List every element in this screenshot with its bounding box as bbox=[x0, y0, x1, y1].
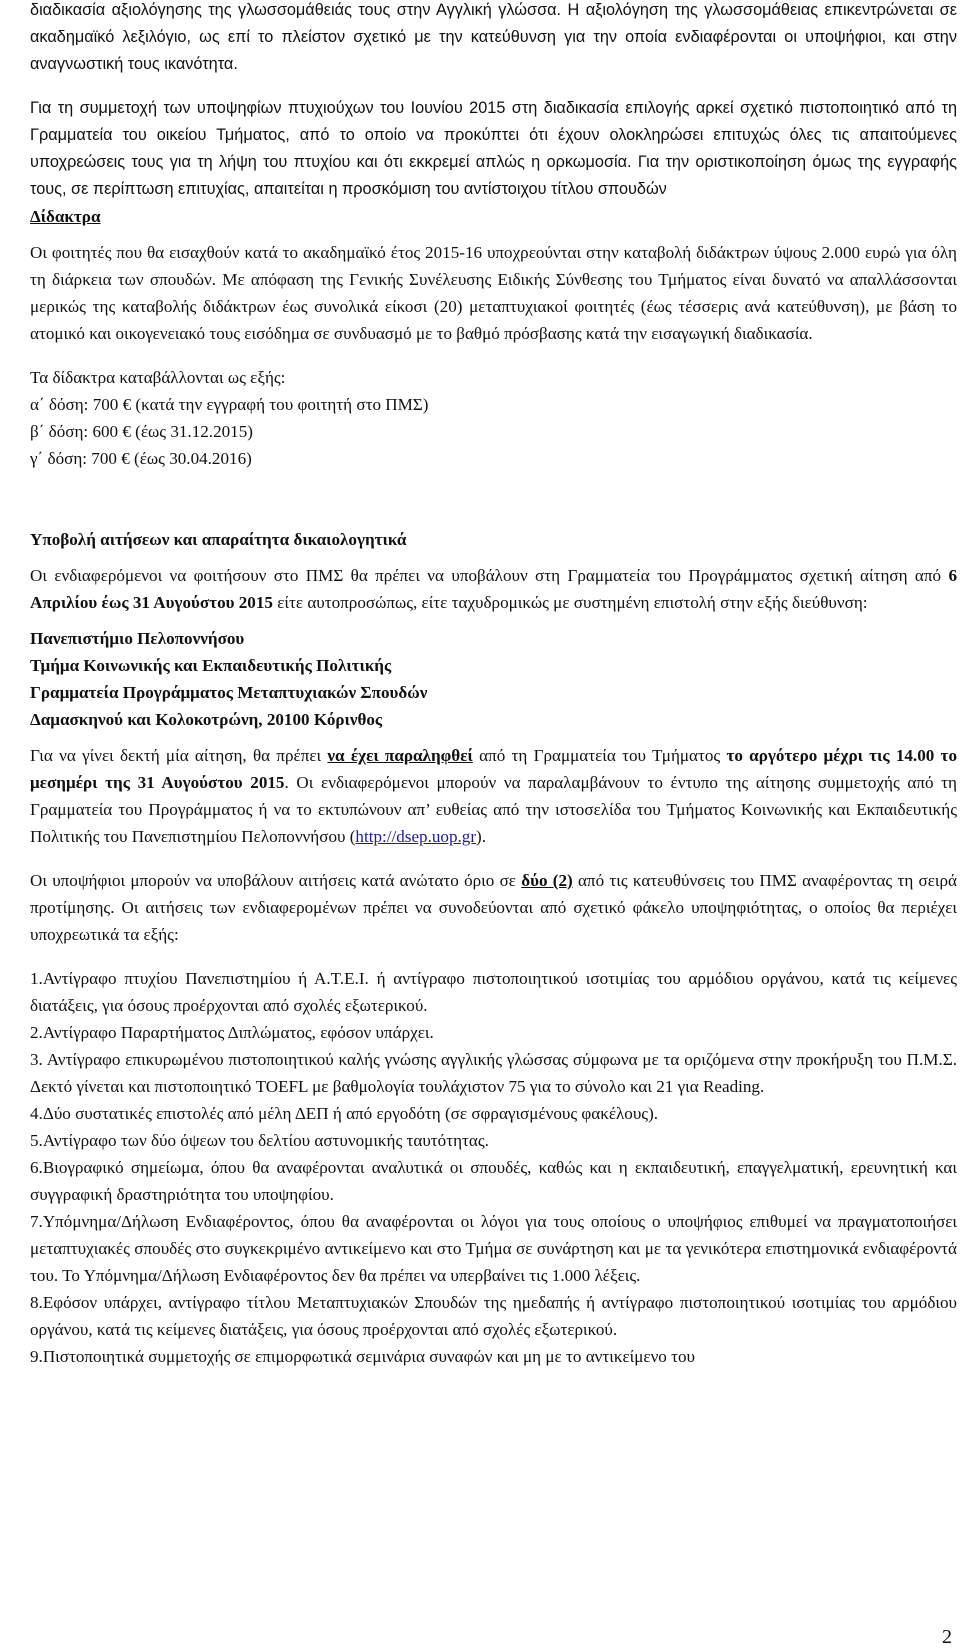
installments-intro: Τα δίδακτρα καταβάλλονται ως εξής: bbox=[30, 368, 286, 387]
document-item: 4.Δύο συστατικές επιστολές από μέλη ΔΕΠ ή από εργοδότη (σε σφραγισμένους φακέλους). bbox=[30, 1104, 659, 1123]
page-number: 2 bbox=[942, 1626, 952, 1648]
applications-heading: Υποβολή αιτήσεων και απαραίτητα δικαιολογητικά bbox=[30, 530, 407, 549]
address-line: Πανεπιστήμιο Πελοποννήσου bbox=[30, 629, 245, 648]
document-page bbox=[30, 0, 957, 1370]
application-period: 6 Απριλίου έως 31 Αυγούστου 2015 bbox=[30, 566, 957, 612]
address-line: Γραμματεία Προγράμματος Μεταπτυχιακών Σπουδών bbox=[30, 683, 428, 702]
department-website-link[interactable]: http://dsep.uop.gr bbox=[355, 827, 477, 846]
applications-p1-tail: είτε αυτοπροσώπως, είτε ταχυδρομικώς με συστημένη επιστολή στην εξής διεύθυνση: bbox=[272, 593, 868, 612]
address-line: Δαμασκηνού και Κολοκοτρώνη, 20100 Κόρινθος bbox=[30, 710, 383, 729]
applications-p2-text: ). bbox=[476, 827, 486, 846]
installment-2: β΄ δόση: 600 € (έως 31.12.2015) bbox=[30, 422, 253, 441]
document-item: 5.Αντίγραφο των δύο όψεων του δελτίου αστυνομικής ταυτότητας. bbox=[30, 1131, 489, 1150]
installment-1: α΄ δόση: 700 € (κατά την εγγραφή του φοιτητή στο ΠΜΣ) bbox=[30, 395, 429, 414]
required-documents-list bbox=[30, 965, 957, 1370]
document-item: 7.Υπόμνημα/Δήλωση Ενδιαφέροντος, όπου θα αναφέρονται οι λόγοι για τους οποίους ο υποψήφιος επιθυμεί να πραγματοποιήσει μεταπτυχιακές σπουδές στο συγκεκριμένο αντικείμενο και στο Τμήμα σε συνάρτηση και με τα γενικότερα επιστημονικά ενδιαφέροντά του. Το Υπόμνημα/Δήλωση Ενδιαφέροντος δεν θα πρέπει να υπερβαίνει τις 1.000 λέξεις. bbox=[30, 1212, 957, 1285]
intro-paragraph: διαδικασία αξιολόγησης της γλωσσομάθειάς τους στην Αγγλική γλώσσα. Η αξιολόγηση της γλωσσομάθειας επικεντρώνεται σε ακαδημαϊκό λεξιλόγιο, ως επί το πλείστον σχετικό με την κατεύθυνση για την οποία ενδιαφέρονται οι υποψήφιοι, και στην αναγνωστική τους ικανότητα. bbox=[30, 1, 957, 73]
applications-paragraph-3 bbox=[30, 867, 957, 948]
applications-p1-text: Οι ενδιαφερόμενοι να φοιτήσουν στο ΠΜΣ θα πρέπει να υποβάλουν στη Γραμματεία του Προγράμματος σχετική αίτηση από bbox=[30, 566, 949, 585]
applications-p2-text: . Οι ενδιαφερόμενοι μπορούν να παραλαμβάνουν το έντυπο της αίτησης συμμετοχής από τη Γραμματεία του Προγράμματος ή να το εκτυπώνουν απ’ ευθείας από την ιστοσελίδα του Τμήματος Κοινωνικής και Εκπαιδευτικής Πολιτικής του Πανεπιστημίου Πελοποννήσου ( bbox=[30, 773, 957, 846]
graduates-paragraph: Για τη συμμετοχή των υποψηφίων πτυχιούχων του Ιουνίου 2015 στη διαδικασία επιλογής αρκεί σχετικό πιστοποιητικό από τη Γραμματεία του οικείου Τμήματος, από το οποίο να προκύπτει ότι έχουν ολοκληρώσει επιτυχώς όλες τις απαιτούμενες υποχρεώσεις τους για τη λήψη του πτυχίου και ότι εκκρεμεί απλώς η ορκωμοσία. Για την οριστικοποίηση όμως της εγγραφής τους, σε περίπτωση επιτυχίας, απαιτείται η προσκόμιση του αντίστοιχου τίτλου σπουδών bbox=[30, 99, 957, 198]
document-item: 1.Αντίγραφο πτυχίου Πανεπιστημίου ή Α.Τ.Ε.Ι. ή αντίγραφο πιστοποιητικού ισοτιμίας του αρμόδιου οργάνου, κατά τις κείμενες διατάξεις, για όσους προέρχονται από σχολές εξωτερικού. bbox=[30, 969, 957, 1015]
document-item: 2.Αντίγραφο Παραρτήματος Διπλώματος, εφόσον υπάρχει. bbox=[30, 1023, 434, 1042]
applications-paragraph-1 bbox=[30, 562, 957, 616]
address-line: Τμήμα Κοινωνικής και Εκπαιδευτικής Πολιτικής bbox=[30, 656, 392, 675]
applications-p2-text: Για να γίνει δεκτή μία αίτηση, θα πρέπει bbox=[30, 746, 328, 765]
received-emphasis: να έχει παραληφθεί bbox=[327, 746, 473, 765]
deadline: το αργότερο μέχρι τις 14.00 το μεσημέρι της 31 Αυγούστου 2015 bbox=[30, 746, 957, 792]
max-directions: δύο (2) bbox=[521, 871, 573, 890]
applications-p2-text: από τη Γραμματεία του Τμήματος bbox=[472, 746, 727, 765]
document-item: 6.Βιογραφικό σημείωμα, όπου θα αναφέρονται αναλυτικά οι σπουδές, καθώς και η εκπαιδευτική, επαγγελματική, ερευνητική και συγγραφική δραστηριότητα του υποψηφίου. bbox=[30, 1158, 957, 1204]
fees-heading: Δίδακτρα bbox=[30, 207, 101, 226]
mailing-address bbox=[30, 625, 957, 733]
fees-paragraph: Οι φοιτητές που θα εισαχθούν κατά το ακαδημαϊκό έτος 2015-16 υποχρεούνται στην καταβολή διδάκτρων ύψους 2.000 ευρώ για όλη τη διάρκεια των σπουδών. Με απόφαση της Γενικής Συνέλευσης Ειδικής Σύνθεσης του Τμήματος είναι δυνατό να απαλλάσσονται μερικώς της καταβολής διδάκτρων έως συνολικά είκοσι (20) μεταπτυχιακοί φοιτητές (έως τέσσερις ανά κατεύθυνση), με βάση το ατομικό και οικογενειακό τους εισόδημα σε συνδυασμό με το βαθμό πρόσβασης κατά την εισαγωγική διαδικασία. bbox=[30, 243, 957, 343]
installment-3: γ΄ δόση: 700 € (έως 30.04.2016) bbox=[30, 449, 252, 468]
document-item: 3. Αντίγραφο επικυρωμένου πιστοποιητικού καλής γνώσης αγγλικής γλώσσας σύμφωνα με τα οριζόμενα στην προκήρυξη του Π.Μ.Σ. Δεκτό γίνεται και πιστοποιητικό TOEFL με βαθμολογία τουλάχιστον 75 για το σύνολο και 21 για Reading. bbox=[30, 1050, 957, 1096]
applications-paragraph-2 bbox=[30, 742, 957, 850]
applications-p3-text: από τις κατευθύνσεις του ΠΜΣ αναφέροντας τη σειρά προτίμησης. Οι αιτήσεις των ενδιαφερομένων πρέπει να συνοδεύονται από σχετικό φάκελο υποψηφιότητας, ο οποίος θα περιέχει υποχρεωτικά τα εξής: bbox=[30, 871, 957, 944]
document-item: 8.Εφόσον υπάρχει, αντίγραφο τίτλου Μεταπτυχιακών Σπουδών της ημεδαπής ή αντίγραφο πιστοποιητικού ισοτιμίας του αρμόδιου οργάνου, κατά τις κείμενες διατάξεις, για όσους προέρχονται από σχολές εξωτερικού. bbox=[30, 1293, 957, 1339]
document-item: 9.Πιστοποιητικά συμμετοχής σε επιμορφωτικά σεμινάρια συναφών και μη με το αντικείμενο του bbox=[30, 1347, 696, 1366]
applications-p3-text: Οι υποψήφιοι μπορούν να υποβάλουν αιτήσεις κατά ανώτατο όριο σε bbox=[30, 871, 522, 890]
